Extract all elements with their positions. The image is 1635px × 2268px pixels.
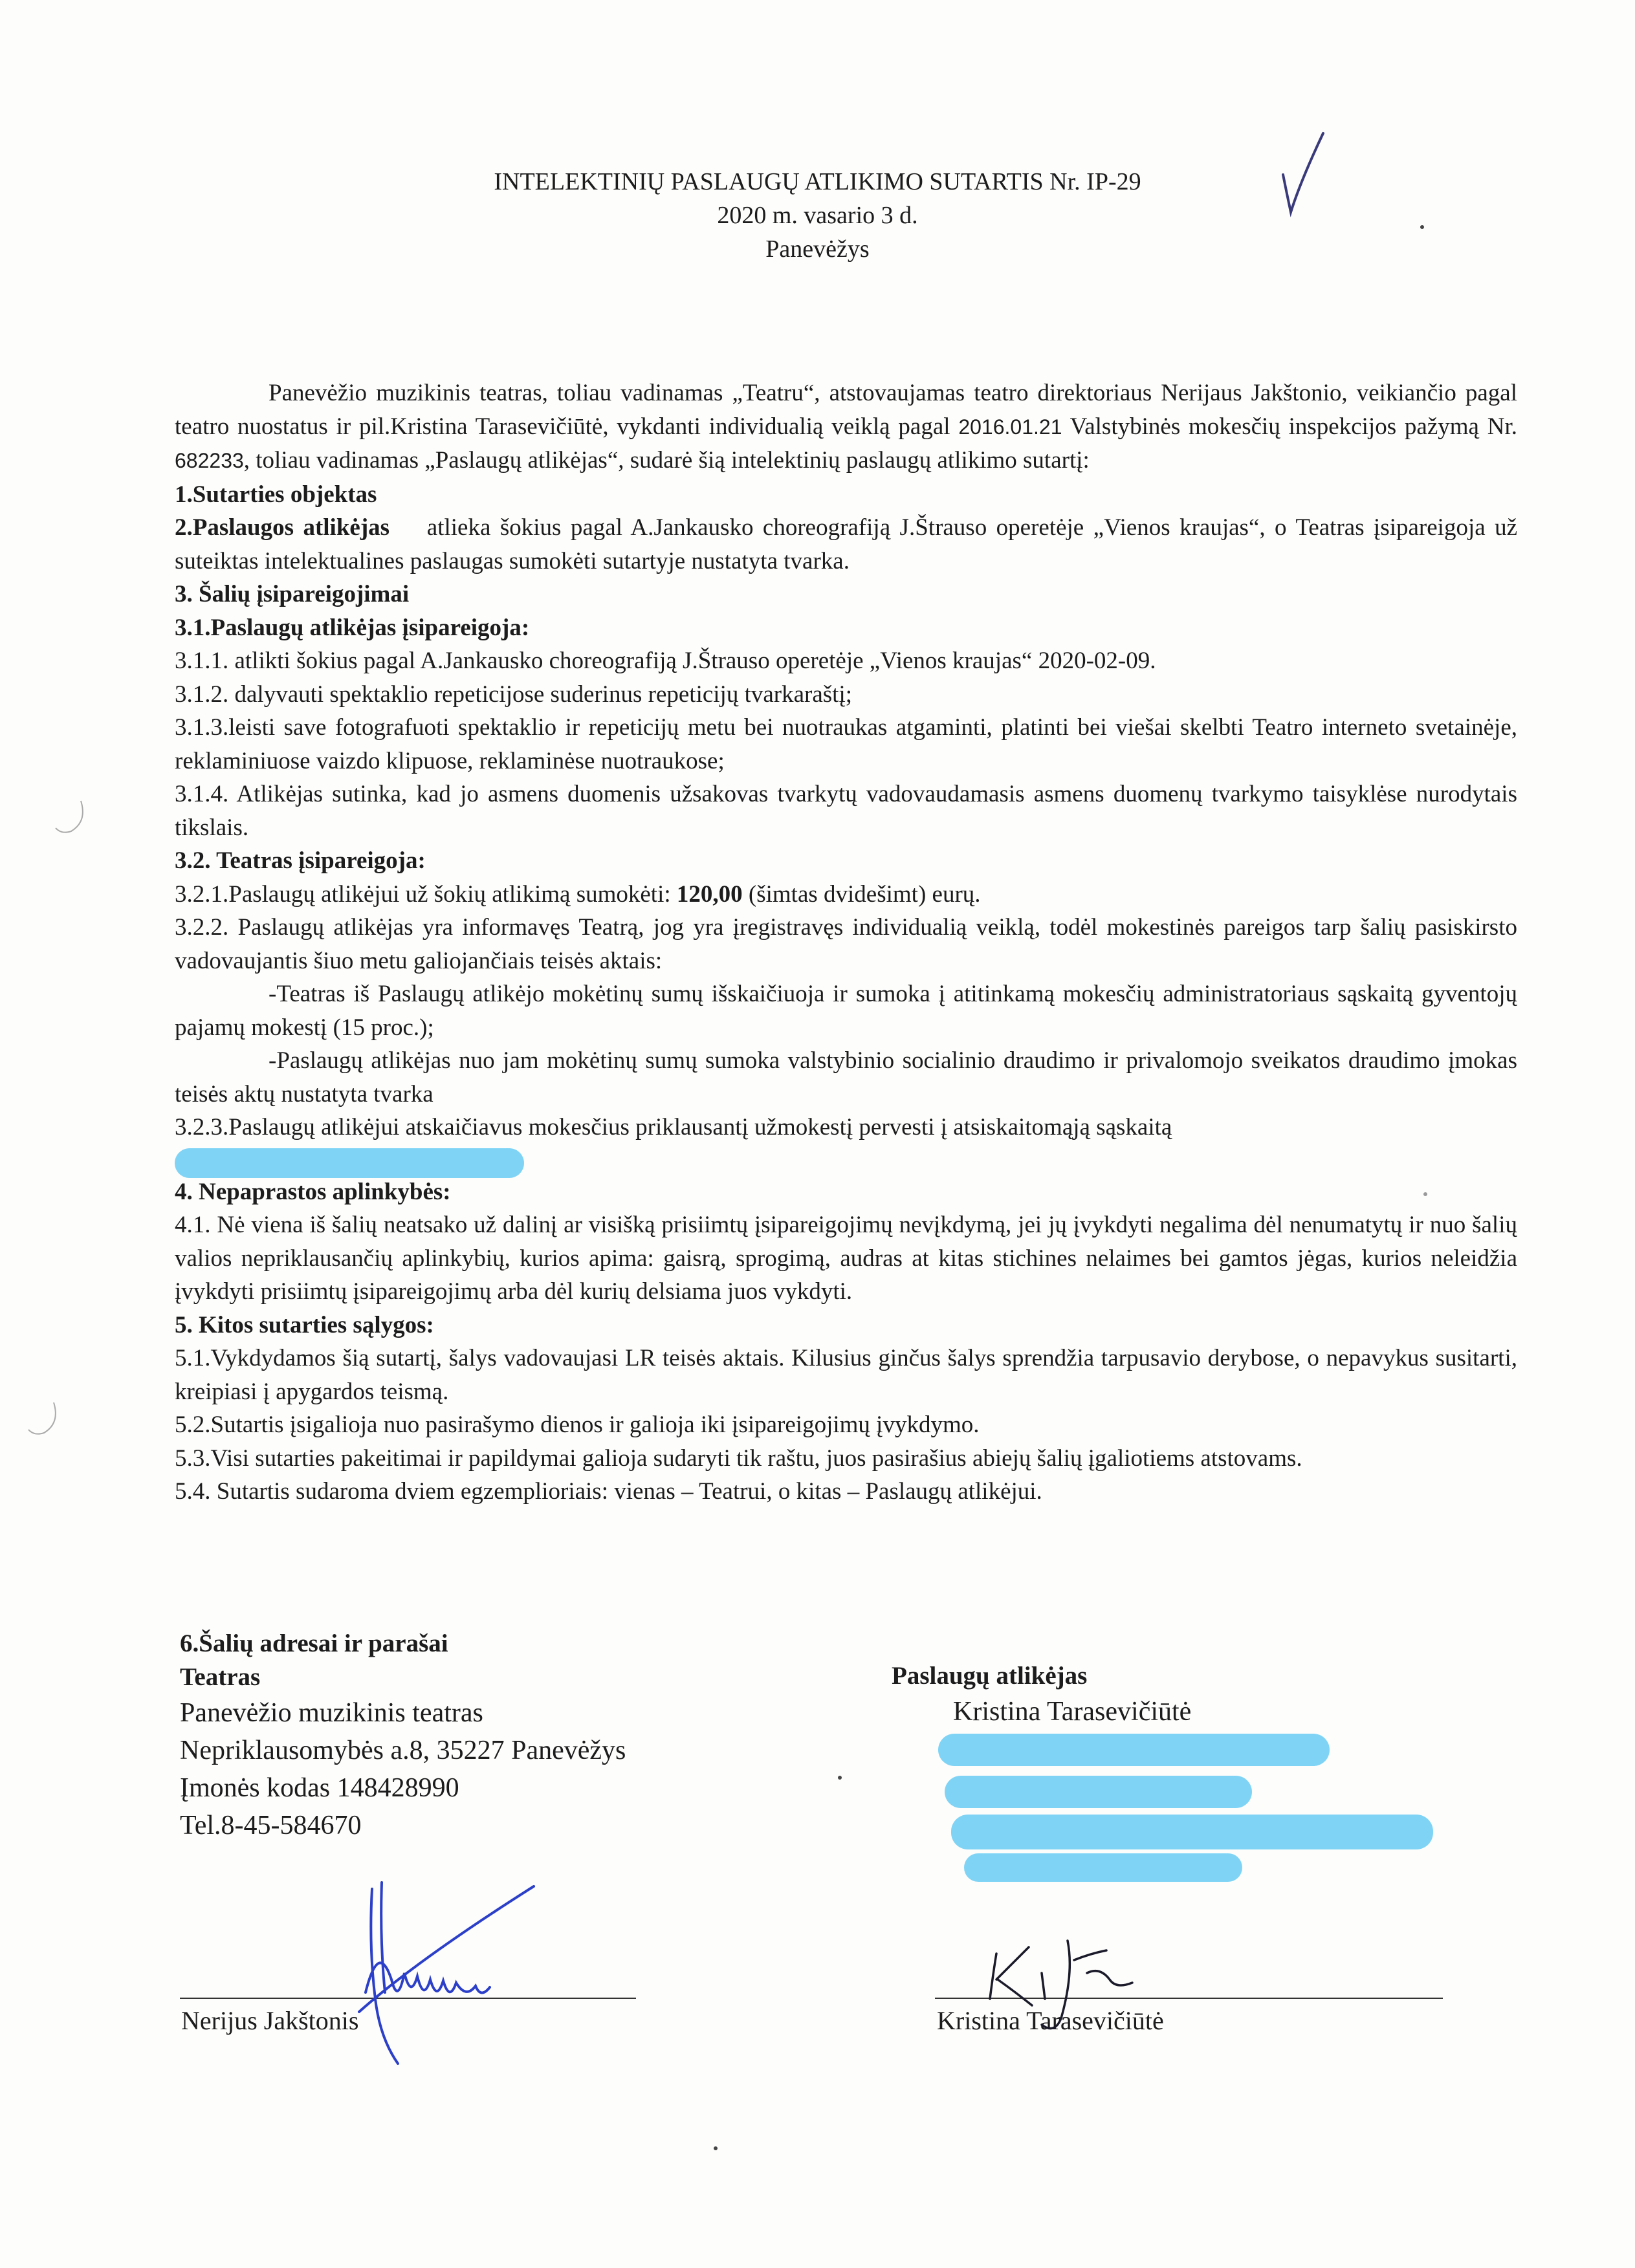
intro-paragraph: Panevėžio muzikinis teatras, toliau vadinamas „Teatru“, atstovaujamas teatro direktoriaus Nerijaus Jakštonio, veikiančio pagal teatro nuostatus ir pil.Kristina Tarasevičiūtė, vykdanti individualią veiklą pagal 2016.01.21 Valstybinės mokesčių inspekcijos pažymą Nr. 682233, toliau vadinamas „Paslaugų atlikėjas“, sudarė šią intelektinių paslaugų atlikimo sutartį: [175, 380, 1517, 474]
clause-3-1-1: 3.1.1. atlikti šokius pagal A.Jankausko choreografiją J.Štrauso operetėje „Vienos kraujas“ 2020-02-09. [175, 648, 1156, 674]
clause-4-1: 4.1. Nė viena iš šalių neatsako už dalinį ar visišką prisiimtų įsipareigojimų nevįkdymą, jei jų įvykdyti negalima dėl nenumatytų ir nuo šalių valios nepriklausančių aplinkybių, kurios apima: gaisrą, sprogimą, audras at kitas stichines nelaimes bei gamtos jėgas, kurios neleidžia įvykdyti prisiimtų įsipareigojimų arba dėl kurių delsiama juos vykdyti. [175, 1212, 1517, 1305]
signatory-right: Kristina Tarasevičiūtė [937, 2006, 1164, 2035]
clause-5-1: 5.1.Vykdydamos šią sutartį, šalys vadovaujasi LR teisės aktais. Kilusius ginčus šalys sprendžia tarpusavio derybose, o nepavykus susitarti, kreipiasi į apygardos teismą. [175, 1345, 1517, 1405]
signatory-left: Nerijus Jakštonis [181, 2006, 359, 2035]
performer-name: Kristina Tarasevičiūtė [953, 1697, 1192, 1727]
punch-hole-mark [52, 796, 91, 841]
section-4-heading: 4. Nepaprastos aplinkybės: [175, 1178, 451, 1205]
checkmark-icon [1278, 129, 1330, 220]
section-3-2-heading: 3.2. Teatras įsipareigoja: [175, 847, 426, 874]
section-6-heading: 6.Šalių adresai ir parašai [180, 1630, 448, 1657]
clause-3-1-3: 3.1.3.leisti save fotografuoti spektaklio ir repeticijų metu bei nuotraukas atgaminti, platinti bei viešai skelbti Teatro interneto svetainėje, reklaminiuose vaizdo klipuose, reklaminėse nuotraukose; [175, 714, 1517, 774]
document-city: Panevėžys [765, 235, 870, 263]
paper-speck [1423, 1192, 1427, 1196]
redaction-bar [175, 1148, 524, 1178]
document-date: 2020 m. vasario 3 d. [717, 202, 918, 229]
signature-right [977, 1915, 1171, 2044]
document-header [0, 165, 1635, 266]
clause-3-1-2: 3.1.2. dalyvauti spektaklio repeticijose suderinus repeticijų tvarkaraštį; [175, 681, 853, 708]
section-2-heading: 2.Paslaugos atlikėjas [175, 514, 390, 541]
theatre-address: Nepriklausomybės a.8, 35227 Panevėžys [180, 1736, 626, 1765]
clause-3-2-2-a: -Teatras iš Paslaugų atlikėjo mokėtinų sumų išskaičiuoja ir sumoka į atitinkamą mokesčių administratoriaus sąskaitą gyventojų pajamų mokestį (15 proc.); [175, 981, 1517, 1041]
theatre-details [180, 1627, 626, 1844]
certificate-date: 2016.01.21 [958, 415, 1062, 439]
punch-hole-mark [25, 1397, 63, 1443]
section-2-paragraph: 2.Paslaugos atlikėjas atlieka šokius pagal A.Jankausko choreografiją J.Štrauso operetėje „Vienos kraujas“, o Teatras įsipareigoja už suteiktas intelektualines paslaugas sumokėti sutartyje nustatyta tvarka. [175, 514, 1518, 574]
clause-5-3: 5.3.Visi sutarties pakeitimai ir papildymai galioja sudaryti tik raštu, juos pasirašius abiejų šalių įgaliotiems atstovams. [175, 1445, 1302, 1472]
contract-body [175, 376, 1517, 1509]
clause-3-2-2-b: -Paslaugų atlikėjas nuo jam mokėtinų sumų sumoka valstybinio socialinio draudimo ir privalomojo sveikatos draudimo įmokas teisės aktų nustatyta tvarka [175, 1047, 1517, 1107]
certificate-number: 682233 [175, 449, 244, 472]
redaction-bar [964, 1853, 1242, 1882]
redaction-bar [945, 1776, 1252, 1808]
redaction-bar [951, 1815, 1433, 1849]
paper-speck [838, 1776, 842, 1780]
section-5-heading: 5. Kitos sutarties sąlygos: [175, 1311, 434, 1338]
theatre-name: Panevėžio muzikinis teatras [180, 1698, 483, 1728]
theatre-phone: Tel.8-45-584670 [180, 1811, 362, 1840]
section-3-1-heading: 3.1.Paslaugų atlikėjas įsipareigoja: [175, 614, 530, 641]
paper-speck [714, 2146, 718, 2150]
bank-account-redacted [175, 1144, 1517, 1175]
clause-5-2: 5.2.Sutartis įsigalioja nuo pasirašymo dienos ir galioja iki įsipareigojimų įvykdymo. [175, 1412, 980, 1438]
section-3-heading: 3. Šalių įsipareigojimai [175, 581, 410, 607]
redaction-bar [938, 1734, 1330, 1766]
document-title: INTELEKTINIŲ PASLAUGŲ ATLIKIMO SUTARTIS Nr. IP-29 [494, 168, 1141, 195]
paper-speck [1420, 225, 1424, 229]
performer-label: Paslaugų atlikėjas [892, 1662, 1088, 1690]
clause-5-4: 5.4. Sutartis sudaroma dviem egzemplioriais: vienas – Teatrui, o kitas – Paslaugų atlikėjui. [175, 1478, 1042, 1505]
clause-3-1-4: 3.1.4. Atlikėjas sutinka, kad jo asmens duomenis užsakovas tvarkytų vadovaudamasis asmens duomenų tvarkymo taisyklėse nurodytais tikslais. [175, 781, 1517, 841]
section-1-heading: 1.Sutarties objektas [175, 481, 377, 508]
clause-3-2-2: 3.2.2. Paslaugų atlikėjas yra informavęs Teatrą, jog yra įregistravęs individualią veiklą, todėl mokestinės pareigos tarp šalių pasiskirsto vadovaujantis šiuo metu galiojančiais teisės aktais: [175, 914, 1517, 974]
theatre-company-code: Įmonės kodas 148428990 [180, 1773, 459, 1803]
signature-left [320, 1863, 553, 2077]
clause-3-2-3: 3.2.3.Paslaugų atlikėjui atskaičiavus mokesčius priklausantį užmokestį pervesti į atsiskaitomąją sąskaitą [175, 1114, 1172, 1140]
performer-details [892, 1659, 1191, 1730]
clause-3-2-1: 3.2.1.Paslaugų atlikėjui už šokių atlikimą sumokėti: 120,00 (šimtas dvidešimt) eurų. [175, 880, 981, 908]
payment-amount: 120,00 [676, 880, 743, 908]
theatre-label: Teatras [180, 1663, 261, 1691]
